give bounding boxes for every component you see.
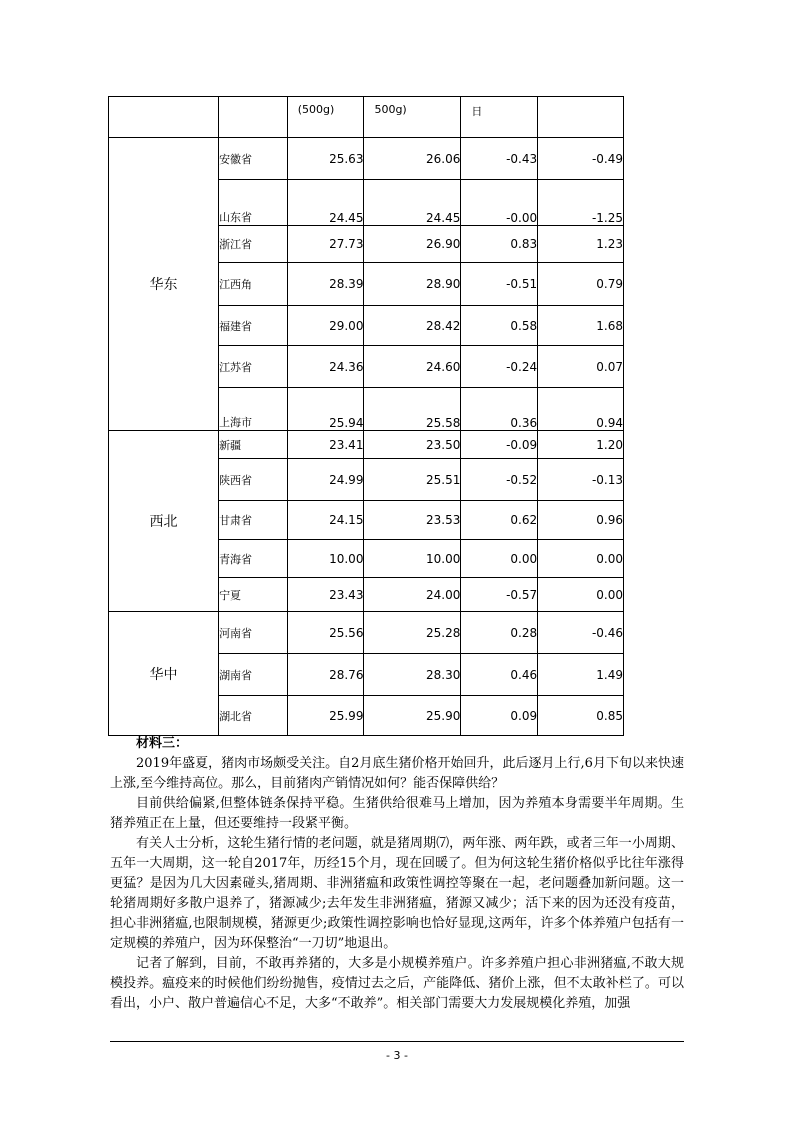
price-a-cell: 25.99 (287, 696, 364, 736)
province-cell: 新疆 (219, 431, 288, 459)
province-cell: 湖南省 (219, 654, 288, 696)
change-cell: -0.09 (461, 431, 538, 459)
price-table (108, 96, 624, 736)
price-a-cell: 25.63 (287, 138, 364, 180)
change2-cell: 0.07 (538, 346, 624, 388)
paragraph: 2019年盛夏，猪肉市场颇受关注。自2月底生猪价格开始回升，此后逐月上行,6月下旬以来快速上涨,至今维持高位。那么，目前猪肉产销情况如何？能否保障供给？ (110, 756, 684, 791)
header-cell-price-b: 500g) (364, 97, 461, 138)
province-cell: 河南省 (219, 612, 288, 654)
price-a-cell: 27.73 (287, 226, 364, 263)
header-cell-price-a: (500g) (287, 97, 364, 138)
change2-cell: 1.68 (538, 306, 624, 346)
province-cell: 浙江省 (219, 226, 288, 263)
change2-cell: 0.79 (538, 263, 624, 306)
price-b-cell: 28.42 (364, 306, 461, 346)
material-heading: 材料三： (136, 736, 189, 751)
province-cell: 湖北省 (219, 696, 288, 736)
change2-cell: -0.46 (538, 612, 624, 654)
price-a-cell: 25.94 (287, 388, 364, 431)
change2-cell: 0.00 (538, 578, 624, 612)
table-row (109, 431, 624, 459)
header-cell (109, 97, 219, 138)
province-cell: 上海市 (219, 388, 288, 431)
price-a-cell: 23.41 (287, 431, 364, 459)
change-cell: -0.57 (461, 578, 538, 612)
price-a-cell: 24.45 (287, 180, 364, 226)
change2-cell: 1.49 (538, 654, 624, 696)
price-b-cell: 28.30 (364, 654, 461, 696)
change-cell: -0.51 (461, 263, 538, 306)
change2-cell: 1.23 (538, 226, 624, 263)
change2-cell: 1.20 (538, 431, 624, 459)
table-row (109, 138, 624, 180)
change-cell: 0.28 (461, 612, 538, 654)
change2-cell: 0.85 (538, 696, 624, 736)
price-a-cell: 25.56 (287, 612, 364, 654)
change-cell: 0.09 (461, 696, 538, 736)
province-cell: 安徽省 (219, 138, 288, 180)
header-cell-change: 日 (461, 97, 538, 138)
price-a-cell: 28.76 (287, 654, 364, 696)
change2-cell: -1.25 (538, 180, 624, 226)
change2-cell: 0.00 (538, 540, 624, 578)
price-b-cell: 23.53 (364, 501, 461, 540)
price-a-cell: 10.00 (287, 540, 364, 578)
region-cell: 华东 (109, 138, 219, 431)
change-cell: 0.46 (461, 654, 538, 696)
price-b-cell: 25.28 (364, 612, 461, 654)
province-cell: 宁夏 (219, 578, 288, 612)
price-a-cell: 28.39 (287, 263, 364, 306)
page-number: - 3 - (386, 1049, 408, 1062)
price-b-cell: 24.00 (364, 578, 461, 612)
paragraph: 有关人士分析，这轮生猪行情的老问题，就是猪周期⑺，两年涨、两年跌，或者三年一小周期、五年一大周期，这一轮自2017年，历经15个月，现在回暖了。但为何这轮生猪价格似乎比往年涨得更猛？是因为几大因素碰头,猪周期、非洲猪瘟和政策性调控等聚在一起，老问题叠加新问题。这一轮猪周期好多散户退养了，猪源减少;去年发生非洲猪瘟，猪源又减少；活下来的因为还没有疫苗，担心非洲猪瘟,也限制规模，猪源更少;政策性调控影响也恰好显现,这两年，许多个体养殖户包括有一定规模的养殖户，因为环保整治“一刀切”地退出。 (110, 836, 684, 951)
price-a-cell: 24.15 (287, 501, 364, 540)
price-b-cell: 24.60 (364, 346, 461, 388)
price-b-cell: 25.90 (364, 696, 461, 736)
price-a-cell: 24.36 (287, 346, 364, 388)
change-cell: 0.58 (461, 306, 538, 346)
change-cell: 0.83 (461, 226, 538, 263)
header-row (109, 97, 624, 138)
region-cell: 华中 (109, 612, 219, 736)
change-cell: -0.52 (461, 459, 538, 501)
header-cell (219, 97, 288, 138)
change-cell: 0.62 (461, 501, 538, 540)
change-cell: -0.00 (461, 180, 538, 226)
paragraph: 目前供给偏紧,但整体链条保持平稳。生猪供给很难马上增加，因为养殖本身需要半年周期。生猪养殖正在上量，但还要维持一段紧平衡。 (110, 796, 684, 831)
price-b-cell: 26.06 (364, 138, 461, 180)
price-b-cell: 23.50 (364, 431, 461, 459)
province-cell: 江西角 (219, 263, 288, 306)
change2-cell: -0.13 (538, 459, 624, 501)
region-cell: 西北 (109, 431, 219, 612)
material-section (110, 734, 684, 1014)
province-cell: 江苏省 (219, 346, 288, 388)
price-a-cell: 24.99 (287, 459, 364, 501)
price-a-cell: 29.00 (287, 306, 364, 346)
table-row (109, 612, 624, 654)
province-cell: 陕西省 (219, 459, 288, 501)
change-cell: -0.43 (461, 138, 538, 180)
change-cell: 0.36 (461, 388, 538, 431)
footer-rule (110, 1041, 684, 1042)
price-b-cell: 25.58 (364, 388, 461, 431)
change2-cell: 0.94 (538, 388, 624, 431)
header-cell (538, 97, 624, 138)
province-cell: 山东省 (219, 180, 288, 226)
price-b-cell: 28.90 (364, 263, 461, 306)
province-cell: 青海省 (219, 540, 288, 578)
province-cell: 福建省 (219, 306, 288, 346)
change2-cell: -0.49 (538, 138, 624, 180)
price-b-cell: 10.00 (364, 540, 461, 578)
change-cell: 0.00 (461, 540, 538, 578)
change2-cell: 0.96 (538, 501, 624, 540)
price-b-cell: 25.51 (364, 459, 461, 501)
price-b-cell: 24.45 (364, 180, 461, 226)
change-cell: -0.24 (461, 346, 538, 388)
province-cell: 甘肃省 (219, 501, 288, 540)
price-a-cell: 23.43 (287, 578, 364, 612)
price-b-cell: 26.90 (364, 226, 461, 263)
paragraph: 记者了解到，目前，不敢再养猪的，大多是小规模养殖户。许多养殖户担心非洲猪瘟,不敢大规模投养。瘟疫来的时候他们纷纷抛售，疫情过去之后，产能降低、猪价上涨，但不太敢补栏了。可以看出，小户、散户普遍信心不足，大多“不敢养”。相关部门需要大力发展规模化养殖，加强 (110, 956, 684, 1011)
